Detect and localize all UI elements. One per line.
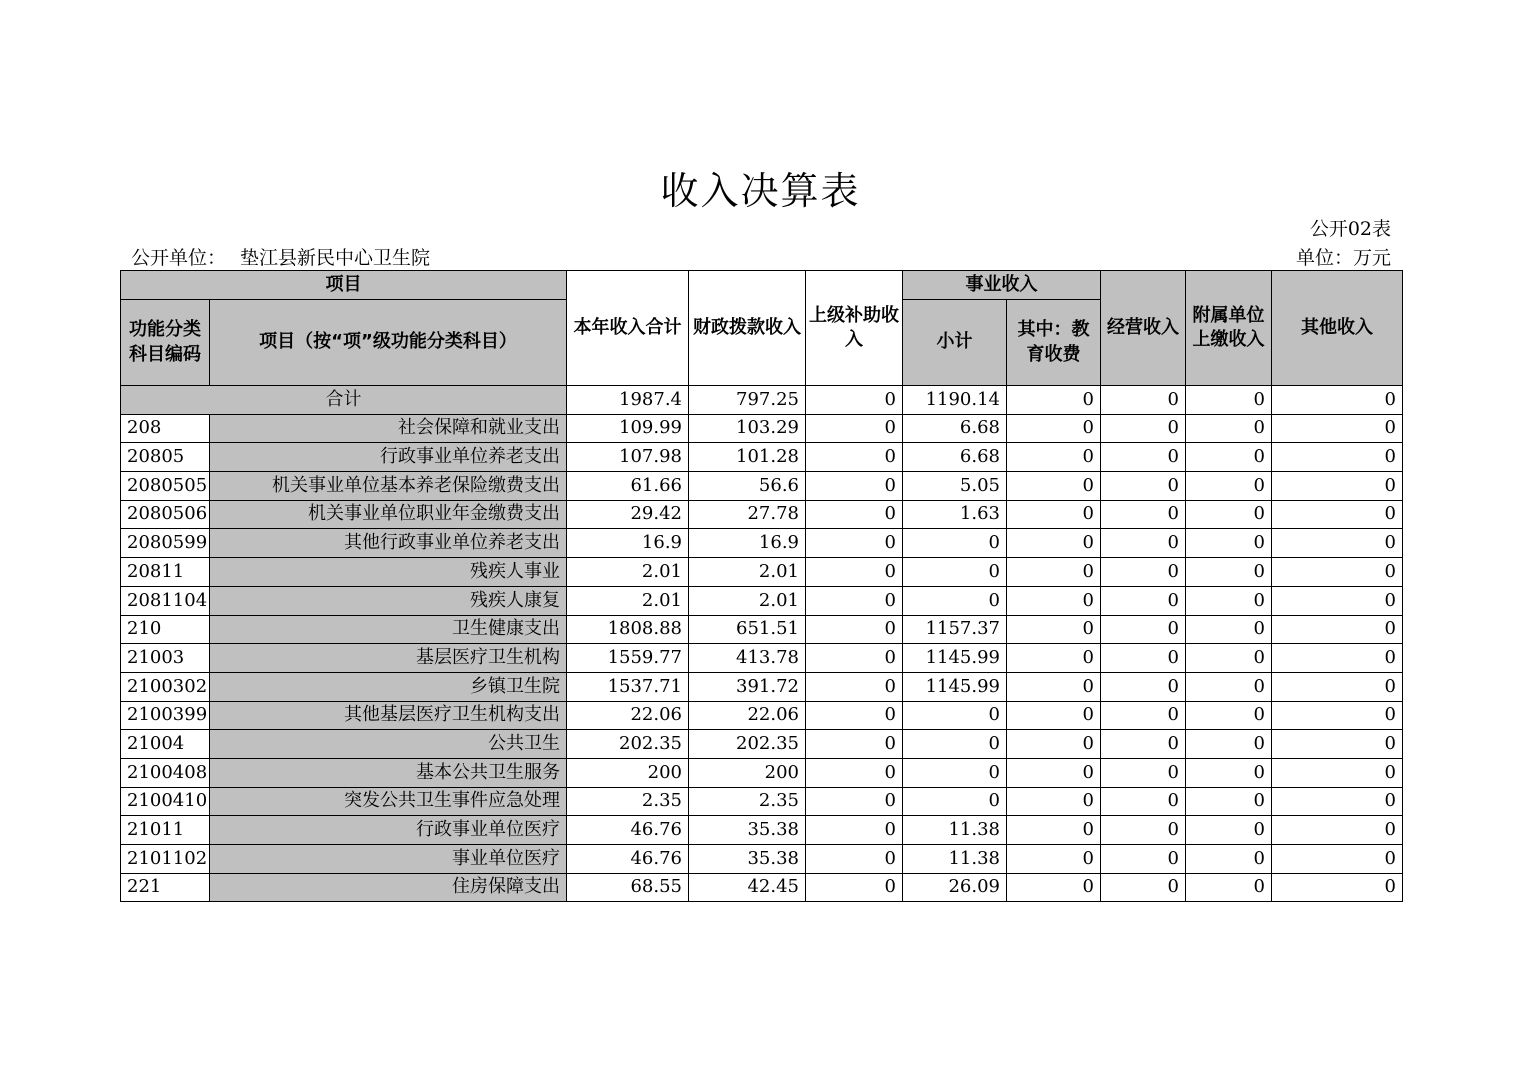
table-row bbox=[121, 845, 1403, 874]
row-name: 行政事业单位养老支出 bbox=[210, 443, 567, 472]
row-value: 391.72 bbox=[689, 672, 806, 701]
header-row-1 bbox=[121, 271, 1403, 300]
row-value: 2.01 bbox=[567, 558, 689, 587]
row-value: 0 bbox=[1101, 816, 1186, 845]
row-value: 1145.99 bbox=[903, 672, 1007, 701]
row-value: 0 bbox=[806, 873, 903, 902]
table-row bbox=[121, 615, 1403, 644]
row-value: 1537.71 bbox=[567, 672, 689, 701]
row-code: 21003 bbox=[121, 644, 210, 673]
row-value: 0 bbox=[806, 500, 903, 529]
table-row bbox=[121, 816, 1403, 845]
row-value: 0 bbox=[1186, 500, 1272, 529]
row-value: 61.66 bbox=[567, 472, 689, 501]
row-value: 0 bbox=[1101, 586, 1186, 615]
row-value: 1145.99 bbox=[903, 644, 1007, 673]
row-name: 卫生健康支出 bbox=[210, 615, 567, 644]
row-value: 0 bbox=[1186, 701, 1272, 730]
total-cell: 0 bbox=[1186, 386, 1272, 415]
row-value: 0 bbox=[806, 529, 903, 558]
publishing-unit bbox=[131, 243, 430, 270]
total-cell: 797.25 bbox=[689, 386, 806, 415]
row-value: 0 bbox=[1101, 472, 1186, 501]
row-value: 0 bbox=[1272, 586, 1403, 615]
row-value: 35.38 bbox=[689, 816, 806, 845]
header-fiscal-appropriation: 财政拨款收入 bbox=[689, 271, 806, 386]
row-value: 0 bbox=[1101, 701, 1186, 730]
row-name: 机关事业单位职业年金缴费支出 bbox=[210, 500, 567, 529]
row-value: 16.9 bbox=[689, 529, 806, 558]
row-value: 6.68 bbox=[903, 414, 1007, 443]
row-value: 202.35 bbox=[689, 730, 806, 759]
row-value: 0 bbox=[1101, 787, 1186, 816]
total-cell: 0 bbox=[1007, 386, 1101, 415]
row-value: 0 bbox=[1186, 672, 1272, 701]
row-value: 1157.37 bbox=[903, 615, 1007, 644]
header-superior-subsidy: 上级补助收入 bbox=[806, 271, 903, 386]
row-value: 0 bbox=[1272, 816, 1403, 845]
row-value: 0 bbox=[1007, 615, 1101, 644]
row-value: 46.76 bbox=[567, 816, 689, 845]
row-value: 0 bbox=[806, 443, 903, 472]
header-other-income: 其他收入 bbox=[1272, 271, 1403, 386]
total-row bbox=[121, 386, 1403, 415]
row-value: 2.01 bbox=[689, 586, 806, 615]
row-value: 1.63 bbox=[903, 500, 1007, 529]
row-value: 0 bbox=[1186, 558, 1272, 587]
row-value: 0 bbox=[806, 816, 903, 845]
row-value: 0 bbox=[806, 701, 903, 730]
row-value: 0 bbox=[903, 787, 1007, 816]
row-value: 107.98 bbox=[567, 443, 689, 472]
report-title: 收入决算表 bbox=[660, 169, 861, 213]
row-value: 0 bbox=[1007, 758, 1101, 787]
header-function-code: 功能分类科目编码 bbox=[121, 300, 210, 386]
row-name: 其他行政事业单位养老支出 bbox=[210, 529, 567, 558]
header-total-income: 本年收入合计 bbox=[567, 271, 689, 386]
row-value: 68.55 bbox=[567, 873, 689, 902]
row-value: 0 bbox=[1186, 787, 1272, 816]
publishing-unit-name: 垫江县新民中心卫生院 bbox=[240, 247, 431, 269]
row-value: 0 bbox=[806, 730, 903, 759]
row-value: 0 bbox=[1007, 701, 1101, 730]
total-label: 合计 bbox=[121, 386, 567, 415]
row-value: 0 bbox=[1101, 615, 1186, 644]
row-value: 200 bbox=[567, 758, 689, 787]
row-value: 0 bbox=[1101, 529, 1186, 558]
total-cell: 0 bbox=[1272, 386, 1403, 415]
form-number: 公开02表 bbox=[1309, 218, 1391, 240]
row-code: 2101102 bbox=[121, 845, 210, 874]
row-value: 0 bbox=[1272, 845, 1403, 874]
row-code: 2100410 bbox=[121, 787, 210, 816]
total-cell: 0 bbox=[1101, 386, 1186, 415]
table-row bbox=[121, 558, 1403, 587]
row-value: 1808.88 bbox=[567, 615, 689, 644]
row-value: 0 bbox=[1101, 414, 1186, 443]
header-education-fees: 其中：教育收费 bbox=[1007, 300, 1101, 386]
row-value: 0 bbox=[1186, 586, 1272, 615]
row-value: 0 bbox=[806, 672, 903, 701]
row-value: 16.9 bbox=[567, 529, 689, 558]
row-value: 0 bbox=[806, 615, 903, 644]
header-business-subtotal: 小计 bbox=[903, 300, 1007, 386]
table-row bbox=[121, 701, 1403, 730]
row-value: 0 bbox=[806, 787, 903, 816]
row-value: 11.38 bbox=[903, 845, 1007, 874]
row-value: 27.78 bbox=[689, 500, 806, 529]
row-value: 651.51 bbox=[689, 615, 806, 644]
row-value: 0 bbox=[1007, 845, 1101, 874]
total-cell: 1987.4 bbox=[567, 386, 689, 415]
row-value: 0 bbox=[1272, 758, 1403, 787]
row-value: 46.76 bbox=[567, 845, 689, 874]
row-value: 0 bbox=[1101, 500, 1186, 529]
row-code: 2080506 bbox=[121, 500, 210, 529]
row-value: 0 bbox=[1007, 443, 1101, 472]
total-cell: 0 bbox=[806, 386, 903, 415]
row-code: 208 bbox=[121, 414, 210, 443]
row-value: 11.38 bbox=[903, 816, 1007, 845]
row-value: 0 bbox=[1007, 472, 1101, 501]
row-name: 乡镇卫生院 bbox=[210, 672, 567, 701]
header-business-income: 事业收入 bbox=[903, 271, 1101, 300]
row-value: 0 bbox=[1272, 672, 1403, 701]
row-value: 103.29 bbox=[689, 414, 806, 443]
row-value: 0 bbox=[1272, 644, 1403, 673]
table-row bbox=[121, 758, 1403, 787]
row-value: 0 bbox=[1186, 644, 1272, 673]
row-value: 0 bbox=[1186, 615, 1272, 644]
row-name: 社会保障和就业支出 bbox=[210, 414, 567, 443]
row-value: 0 bbox=[1101, 845, 1186, 874]
row-value: 0 bbox=[1007, 586, 1101, 615]
row-value: 0 bbox=[1007, 644, 1101, 673]
row-value: 0 bbox=[1101, 758, 1186, 787]
row-value: 0 bbox=[806, 414, 903, 443]
row-value: 0 bbox=[1272, 500, 1403, 529]
row-name: 机关事业单位基本养老保险缴费支出 bbox=[210, 472, 567, 501]
row-value: 0 bbox=[1007, 500, 1101, 529]
header-operating-income: 经营收入 bbox=[1101, 271, 1186, 386]
row-name: 公共卫生 bbox=[210, 730, 567, 759]
row-value: 0 bbox=[1186, 529, 1272, 558]
table-row bbox=[121, 443, 1403, 472]
row-value: 0 bbox=[1186, 845, 1272, 874]
row-value: 0 bbox=[1186, 472, 1272, 501]
row-value: 0 bbox=[1101, 443, 1186, 472]
row-value: 22.06 bbox=[567, 701, 689, 730]
row-value: 0 bbox=[806, 472, 903, 501]
row-value: 29.42 bbox=[567, 500, 689, 529]
row-value: 0 bbox=[903, 558, 1007, 587]
row-code: 221 bbox=[121, 873, 210, 902]
row-value: 42.45 bbox=[689, 873, 806, 902]
row-value: 0 bbox=[806, 758, 903, 787]
row-value: 0 bbox=[1007, 529, 1101, 558]
row-code: 2100399 bbox=[121, 701, 210, 730]
row-code: 20805 bbox=[121, 443, 210, 472]
row-code: 2080505 bbox=[121, 472, 210, 501]
row-value: 0 bbox=[903, 730, 1007, 759]
row-value: 0 bbox=[903, 586, 1007, 615]
row-value: 109.99 bbox=[567, 414, 689, 443]
row-value: 0 bbox=[1186, 816, 1272, 845]
table-body bbox=[121, 386, 1403, 902]
row-value: 0 bbox=[806, 644, 903, 673]
row-value: 0 bbox=[1186, 414, 1272, 443]
row-value: 0 bbox=[1186, 873, 1272, 902]
row-value: 22.06 bbox=[689, 701, 806, 730]
row-value: 0 bbox=[1272, 414, 1403, 443]
row-value: 0 bbox=[1101, 672, 1186, 701]
row-code: 2100408 bbox=[121, 758, 210, 787]
table-row bbox=[121, 787, 1403, 816]
row-name: 基本公共卫生服务 bbox=[210, 758, 567, 787]
row-value: 0 bbox=[1007, 672, 1101, 701]
table-row bbox=[121, 472, 1403, 501]
row-name: 行政事业单位医疗 bbox=[210, 816, 567, 845]
row-value: 0 bbox=[806, 558, 903, 587]
row-value: 0 bbox=[1186, 758, 1272, 787]
row-value: 0 bbox=[1007, 730, 1101, 759]
row-value: 0 bbox=[1186, 443, 1272, 472]
row-value: 0 bbox=[1101, 730, 1186, 759]
row-value: 0 bbox=[903, 529, 1007, 558]
row-value: 0 bbox=[1186, 730, 1272, 759]
header-item-name: 项目（按“项”级功能分类科目） bbox=[210, 300, 567, 386]
row-name: 残疾人康复 bbox=[210, 586, 567, 615]
row-value: 0 bbox=[1007, 787, 1101, 816]
row-value: 0 bbox=[1101, 873, 1186, 902]
row-value: 0 bbox=[1007, 873, 1101, 902]
row-value: 413.78 bbox=[689, 644, 806, 673]
row-value: 0 bbox=[903, 758, 1007, 787]
row-code: 2080599 bbox=[121, 529, 210, 558]
header-item: 项目 bbox=[121, 271, 567, 300]
publishing-unit-label: 公开单位： bbox=[131, 247, 227, 269]
row-value: 0 bbox=[1007, 414, 1101, 443]
row-value: 0 bbox=[1007, 558, 1101, 587]
row-value: 0 bbox=[1101, 558, 1186, 587]
row-value: 0 bbox=[1272, 472, 1403, 501]
row-value: 2.35 bbox=[567, 787, 689, 816]
row-value: 0 bbox=[1272, 529, 1403, 558]
income-statement-table bbox=[120, 270, 1403, 902]
row-name: 突发公共卫生事件应急处理 bbox=[210, 787, 567, 816]
row-value: 202.35 bbox=[567, 730, 689, 759]
row-name: 残疾人事业 bbox=[210, 558, 567, 587]
row-value: 0 bbox=[1272, 787, 1403, 816]
row-code: 210 bbox=[121, 615, 210, 644]
row-value: 26.09 bbox=[903, 873, 1007, 902]
row-code: 2100302 bbox=[121, 672, 210, 701]
row-value: 101.28 bbox=[689, 443, 806, 472]
row-value: 0 bbox=[806, 845, 903, 874]
row-value: 35.38 bbox=[689, 845, 806, 874]
total-cell: 1190.14 bbox=[903, 386, 1007, 415]
row-code: 20811 bbox=[121, 558, 210, 587]
row-value: 0 bbox=[1007, 816, 1101, 845]
table-row bbox=[121, 529, 1403, 558]
row-name: 基层医疗卫生机构 bbox=[210, 644, 567, 673]
row-code: 21004 bbox=[121, 730, 210, 759]
row-value: 0 bbox=[1272, 701, 1403, 730]
row-value: 200 bbox=[689, 758, 806, 787]
row-value: 0 bbox=[1272, 615, 1403, 644]
row-code: 2081104 bbox=[121, 586, 210, 615]
row-value: 2.01 bbox=[567, 586, 689, 615]
row-value: 0 bbox=[1272, 558, 1403, 587]
row-value: 0 bbox=[903, 701, 1007, 730]
row-value: 0 bbox=[1101, 644, 1186, 673]
row-value: 2.01 bbox=[689, 558, 806, 587]
row-name: 事业单位医疗 bbox=[210, 845, 567, 874]
row-name: 住房保障支出 bbox=[210, 873, 567, 902]
table-row bbox=[121, 586, 1403, 615]
row-value: 56.6 bbox=[689, 472, 806, 501]
table-row bbox=[121, 672, 1403, 701]
row-value: 0 bbox=[806, 586, 903, 615]
row-value: 1559.77 bbox=[567, 644, 689, 673]
row-value: 0 bbox=[1272, 730, 1403, 759]
table-row bbox=[121, 414, 1403, 443]
table-row bbox=[121, 873, 1403, 902]
table-row bbox=[121, 644, 1403, 673]
row-value: 2.35 bbox=[689, 787, 806, 816]
row-value: 6.68 bbox=[903, 443, 1007, 472]
money-unit: 单位：万元 bbox=[1295, 247, 1391, 269]
row-value: 0 bbox=[1272, 443, 1403, 472]
row-value: 5.05 bbox=[903, 472, 1007, 501]
header-affiliated-income: 附属单位上缴收入 bbox=[1186, 271, 1272, 386]
row-value: 0 bbox=[1272, 873, 1403, 902]
table-row bbox=[121, 500, 1403, 529]
row-name: 其他基层医疗卫生机构支出 bbox=[210, 701, 567, 730]
row-code: 21011 bbox=[121, 816, 210, 845]
table-row bbox=[121, 730, 1403, 759]
